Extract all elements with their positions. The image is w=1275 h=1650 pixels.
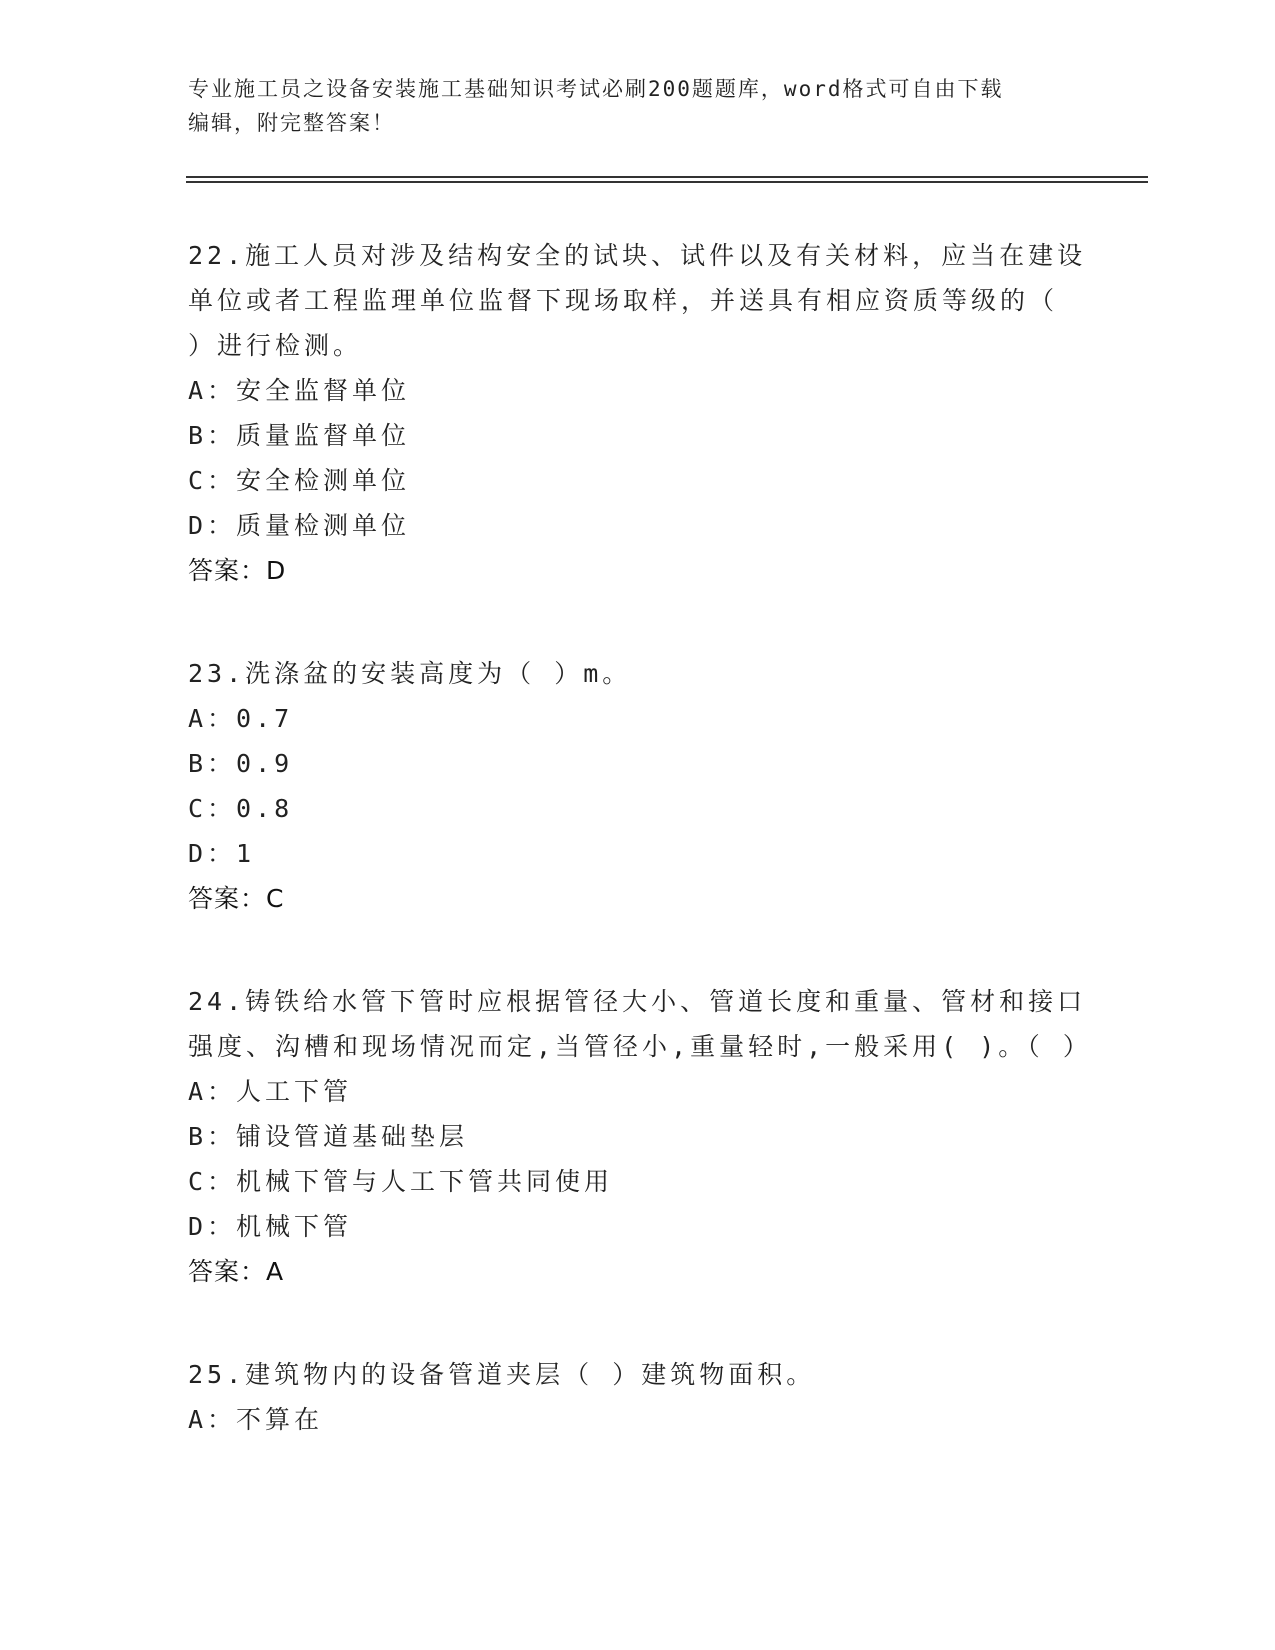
option-d: D：机械下管: [188, 1212, 353, 1241]
question-24: [188, 979, 1092, 1294]
option-c: C：安全检测单位: [188, 466, 411, 495]
option-a: A：安全监督单位: [188, 376, 411, 405]
answer-label: 答案：C: [188, 884, 285, 913]
header-divider-bottom: [186, 181, 1148, 183]
question-list: [188, 233, 1092, 1500]
header-line-2: 编辑，附完整答案！: [188, 111, 395, 135]
option-c: C：0.8: [188, 794, 294, 823]
option-b: B：铺设管道基础垫层: [188, 1122, 469, 1151]
option-d: D：质量检测单位: [188, 511, 411, 540]
option-a: A：人工下管: [188, 1077, 353, 1106]
question-25: [188, 1352, 1088, 1442]
question-22: [188, 233, 1088, 593]
question-text: 25.建筑物内的设备管道夹层（ ）建筑物面积。: [188, 1360, 816, 1389]
question-23: [188, 651, 1088, 921]
question-text: 24.铸铁给水管下管时应根据管径大小、管道长度和重量、管材和接口强度、沟槽和现场情况而定,当管径小,重量轻时,一般采用( )。（ ）: [188, 987, 1092, 1061]
option-a: A：0.7: [188, 704, 294, 733]
option-b: B：0.9: [188, 749, 294, 778]
header-line-1: 专业施工员之设备安装施工基础知识考试必刷200题题库，word格式可自由下载: [188, 77, 1004, 101]
header-divider-top: [186, 176, 1148, 178]
option-b: B：质量监督单位: [188, 421, 411, 450]
question-text: 23.洗涤盆的安装高度为（ ）m。: [188, 659, 632, 688]
question-text: 22.施工人员对涉及结构安全的试块、试件以及有关材料，应当在建设单位或者工程监理单位监督下现场取样，并送具有相应资质等级的（ ）进行检测。: [188, 241, 1087, 360]
option-c: C：机械下管与人工下管共同使用: [188, 1167, 614, 1196]
option-d: D：1: [188, 839, 256, 868]
answer-label: 答案：D: [188, 556, 287, 585]
answer-label: 答案：A: [188, 1257, 285, 1286]
document-header: [188, 72, 1068, 140]
option-a: A：不算在: [188, 1405, 324, 1434]
